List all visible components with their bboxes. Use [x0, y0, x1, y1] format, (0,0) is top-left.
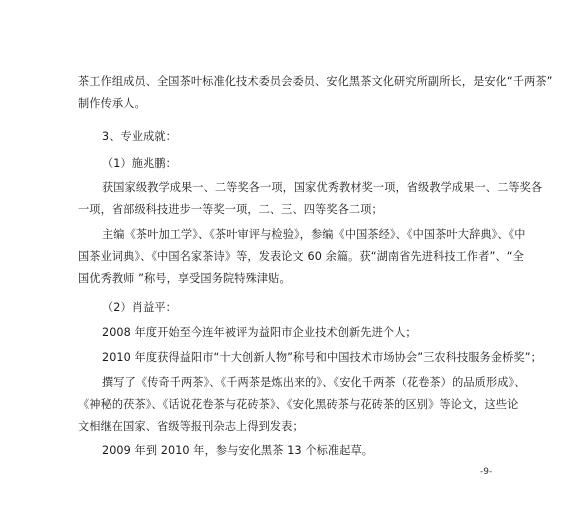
section-heading: 3、专业成就：	[102, 130, 177, 143]
text-line: 茶工作组成员、全国茶叶标准化技术委员会委员、安化黑茶文化研究所副所长，是安化“千两茶”	[78, 75, 553, 88]
text-line: 《神秘的茯茶》、《话说花卷茶与花砖茶》、《安化黑砖茶与花砖茶的区别》等论文，这些论	[78, 398, 519, 411]
text-line: 主编《茶叶加工学》、《茶叶审评与检验》，参编《中国茶经》、《中国茶叶大辞典》、《中	[102, 228, 526, 241]
text-line: 国优秀教师 ”称号，享受国务院特殊津贴。	[78, 272, 291, 285]
text-line: 获国家级教学成果一、二等奖各一项，国家优秀教材奖一项，省级教学成果一、二等奖各	[102, 181, 543, 194]
text-line: 文相继在国家、省级等报刊杂志上得到发表；	[78, 420, 304, 433]
text-line: 国茶业词典》、《中国名家茶诗》等，发表论文 60 余篇。获“湖南省先进科技工作者”、“全	[78, 250, 524, 263]
text-line: 撰写了《传奇千两茶》、《千两茶是炼出来的》、《安化千两茶（花卷茶）的品质形成》、	[102, 376, 526, 389]
text-line: 2008 年度开始至今连年被评为益阳市企业技术创新先进个人；	[102, 326, 417, 339]
subsection-heading: （1）施兆鹏：	[102, 157, 177, 170]
text-line: 一项，省部级科技进步一等奖一项，二、三、四等奖各二项；	[78, 203, 383, 216]
text-line: 2009 年到 2010 年，参与安化黑茶 13 个标准起草。	[102, 444, 374, 457]
page-number: -9-	[480, 467, 493, 477]
subsection-heading: （2）肖益平：	[102, 301, 177, 314]
text-line: 2010 年度获得益阳市“十大创新人物”称号和中国技术市场协会”三农科技服务金桥奖”；	[102, 351, 542, 364]
text-line: 制作传承人。	[78, 97, 146, 110]
